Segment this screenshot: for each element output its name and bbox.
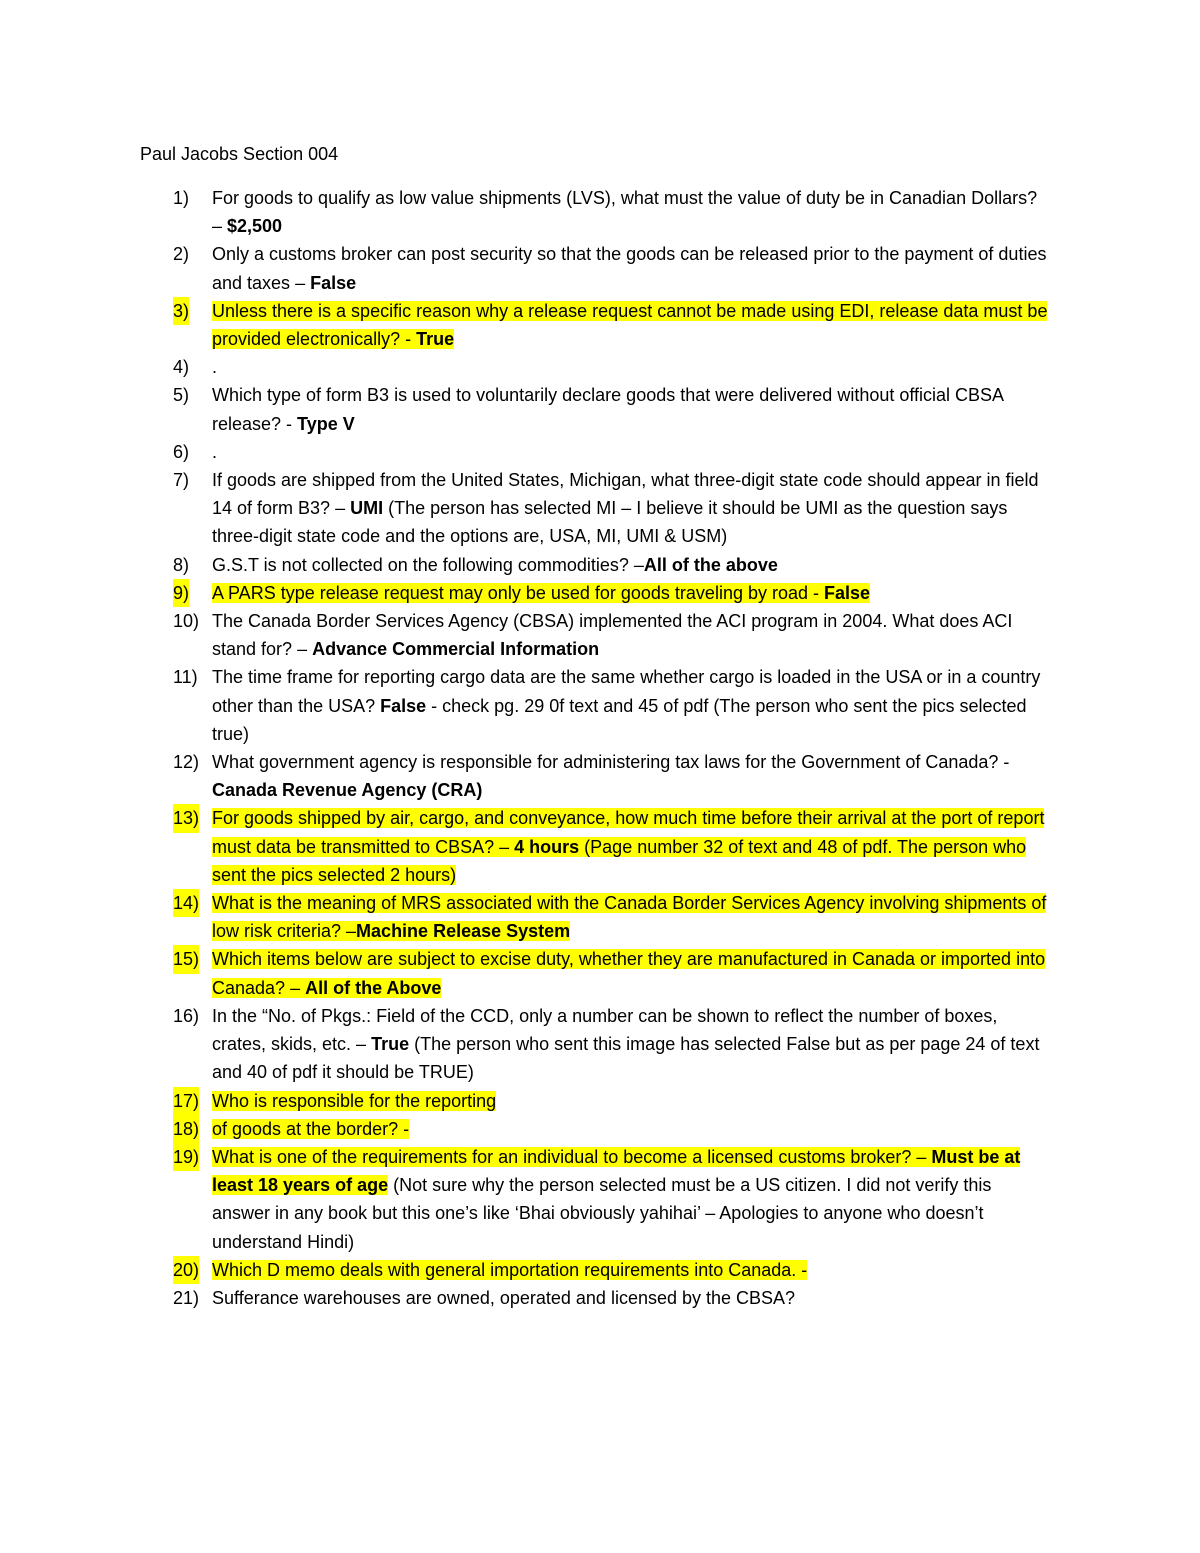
question-number: 7) bbox=[173, 470, 190, 491]
answer-separator: - bbox=[808, 582, 825, 603]
question-text: Which D memo deals with general importation requirements into Canada. bbox=[212, 1259, 797, 1280]
question-number: 21) bbox=[173, 1287, 200, 1308]
question-item bbox=[140, 1002, 1052, 1087]
answer-text: False bbox=[310, 272, 357, 293]
answer-separator: – bbox=[911, 1146, 932, 1167]
question-text: What is the meaning of MRS associated with the Canada Border Services Agency involving shipments of low risk criteria? bbox=[212, 893, 1047, 942]
answer-separator: – bbox=[285, 977, 306, 998]
answer-text: Must be at least 18 years of age bbox=[212, 1146, 1021, 1196]
question-text: G.S.T is not collected on the following commodities? bbox=[212, 554, 629, 575]
question-text: For goods to qualify as low value shipments (LVS), what must the value of duty be in Canadian Dollars? bbox=[212, 188, 1038, 208]
document-title: Paul Jacobs Section 004 bbox=[140, 144, 339, 164]
question-item bbox=[140, 551, 1052, 579]
question-item bbox=[140, 466, 1052, 551]
question-text: Which type of form B3 is used to voluntarily declare goods that were delivered without official CBSA release? bbox=[212, 385, 1004, 434]
answer-separator: – bbox=[628, 554, 644, 575]
question-item bbox=[140, 748, 1052, 804]
answer-text: True bbox=[416, 329, 455, 350]
question-item bbox=[140, 1115, 1052, 1143]
answer-text: $2,500 bbox=[227, 216, 283, 237]
answer-separator: – bbox=[494, 836, 515, 857]
question-number: 12) bbox=[173, 752, 200, 773]
question-item bbox=[140, 1284, 1052, 1312]
question-text: . bbox=[212, 357, 218, 378]
answer-text: Advance Commercial Information bbox=[312, 639, 600, 660]
question-number: 17) bbox=[173, 1087, 199, 1115]
answer-note: (Not sure why the person selected must be a US citizen. I did not verify this answer in any book but this one’s like ‘Bhai obviously yahihai’ – Apologies to anyone who doesn’t understand Hindi) bbox=[212, 1175, 992, 1252]
question-number: 13) bbox=[173, 804, 199, 832]
question-number: 15) bbox=[173, 945, 199, 973]
question-item bbox=[140, 381, 1052, 437]
question-item bbox=[140, 1256, 1052, 1284]
answer-text: UMI bbox=[350, 498, 384, 519]
question-text: Who is responsible for the reporting bbox=[212, 1090, 497, 1111]
question-item bbox=[140, 663, 1052, 748]
question-number: 5) bbox=[173, 385, 190, 406]
question-text: The time frame for reporting cargo data are the same whether cargo is loaded in the USA or in a country other than the USA? bbox=[212, 667, 1041, 716]
question-item bbox=[140, 945, 1052, 1001]
question-text: Only a customs broker can post security so that the goods can be released prior to the payment of duties and taxes bbox=[212, 244, 1047, 293]
question-number: 2) bbox=[173, 244, 190, 265]
answer-separator: – bbox=[290, 272, 311, 293]
question-item bbox=[140, 804, 1052, 889]
answer-note: - check pg. 29 0f text and 45 of pdf (The person who sent the pics selected true) bbox=[212, 695, 1027, 744]
answer-separator: – bbox=[351, 1034, 372, 1055]
question-number: 20) bbox=[173, 1256, 199, 1284]
question-text: A PARS type release request may only be used for goods traveling by road bbox=[212, 582, 809, 603]
question-item bbox=[140, 579, 1052, 607]
question-text: of goods at the border? - bbox=[212, 1118, 410, 1139]
answer-separator: - bbox=[281, 413, 298, 434]
question-item bbox=[140, 1087, 1052, 1115]
question-text: Unless there is a specific reason why a release request cannot be made using EDI, release data must be provided electronically? bbox=[212, 300, 1048, 350]
answer-separator: – bbox=[330, 498, 351, 519]
question-number: 16) bbox=[173, 1005, 200, 1026]
answer-text: Machine Release System bbox=[356, 921, 571, 942]
answer-separator: - bbox=[998, 752, 1010, 773]
question-list bbox=[140, 184, 1060, 1312]
question-text: If goods are shipped from the United States, Michigan, what three-digit state code should appear in field 14 of form B3? bbox=[212, 470, 1039, 519]
answer-text: All of the above bbox=[643, 554, 778, 575]
question-text: What is one of the requirements for an individual to become a licensed customs broker? bbox=[212, 1146, 912, 1167]
question-number: 6) bbox=[173, 441, 190, 462]
question-number: 14) bbox=[173, 889, 199, 917]
answer-separator: - bbox=[400, 329, 417, 350]
question-number: 19) bbox=[173, 1143, 199, 1171]
answer-separator: – bbox=[212, 216, 228, 237]
question-item bbox=[140, 607, 1052, 663]
answer-text: 4 hours bbox=[514, 836, 580, 857]
question-text: . bbox=[212, 441, 218, 462]
question-item bbox=[140, 240, 1052, 296]
question-text: Sufferance warehouses are owned, operated and licensed by the CBSA? bbox=[212, 1287, 796, 1308]
answer-text: Type V bbox=[297, 413, 355, 434]
question-text: In the “No. of Pkgs.: Field of the CCD, only a number can be shown to reflect the number of boxes, crates, skids, etc. bbox=[212, 1005, 998, 1055]
question-item bbox=[140, 438, 1052, 466]
question-text: Which items below are subject to excise duty, whether they are manufactured in Canada or imported into Canada? bbox=[212, 949, 1046, 998]
answer-text: All of the Above bbox=[305, 977, 442, 998]
answer-text: False bbox=[380, 695, 427, 716]
question-text: The Canada Border Services Agency (CBSA) implemented the ACI program in 2004. What does ACI stand for? bbox=[212, 611, 1013, 660]
answer-note: (Page number 32 of text and 48 of pdf. The person who sent the pics selected 2 hours) bbox=[212, 836, 1027, 885]
question-number: 8) bbox=[173, 554, 190, 575]
question-text: For goods shipped by air, cargo, and conveyance, how much time before their arrival at the port of report must data be transmitted to CBSA? bbox=[212, 808, 1045, 857]
question-number: 1) bbox=[173, 188, 190, 208]
question-item bbox=[140, 353, 1052, 381]
answer-separator: – bbox=[292, 639, 313, 660]
question-item bbox=[140, 297, 1052, 353]
question-item bbox=[140, 889, 1052, 945]
answer-separator: - bbox=[796, 1259, 808, 1280]
answer-text: True bbox=[371, 1034, 410, 1055]
question-number: 3) bbox=[173, 297, 189, 325]
answer-note: (The person has selected MI – I believe it should be UMI as the question says three-digit state code and the options are, USA, MI, UMI & USM) bbox=[212, 498, 1008, 547]
answer-text: Canada Revenue Agency (CRA) bbox=[212, 780, 483, 801]
question-number: 9) bbox=[173, 579, 189, 607]
question-number: 11) bbox=[173, 667, 198, 688]
question-number: 10) bbox=[173, 611, 200, 632]
question-item bbox=[140, 184, 1052, 240]
answer-note: (The person who sent this image has selected False but as per page 24 of text and 40 of pdf it should be TRUE) bbox=[212, 1034, 1040, 1083]
question-number: 18) bbox=[173, 1115, 199, 1143]
question-number: 4) bbox=[173, 357, 190, 378]
answer-text: False bbox=[824, 582, 871, 603]
question-text: What government agency is responsible for administering tax laws for the Government of Canada? bbox=[212, 752, 999, 773]
question-item bbox=[140, 1143, 1052, 1256]
answer-separator: – bbox=[341, 921, 357, 942]
